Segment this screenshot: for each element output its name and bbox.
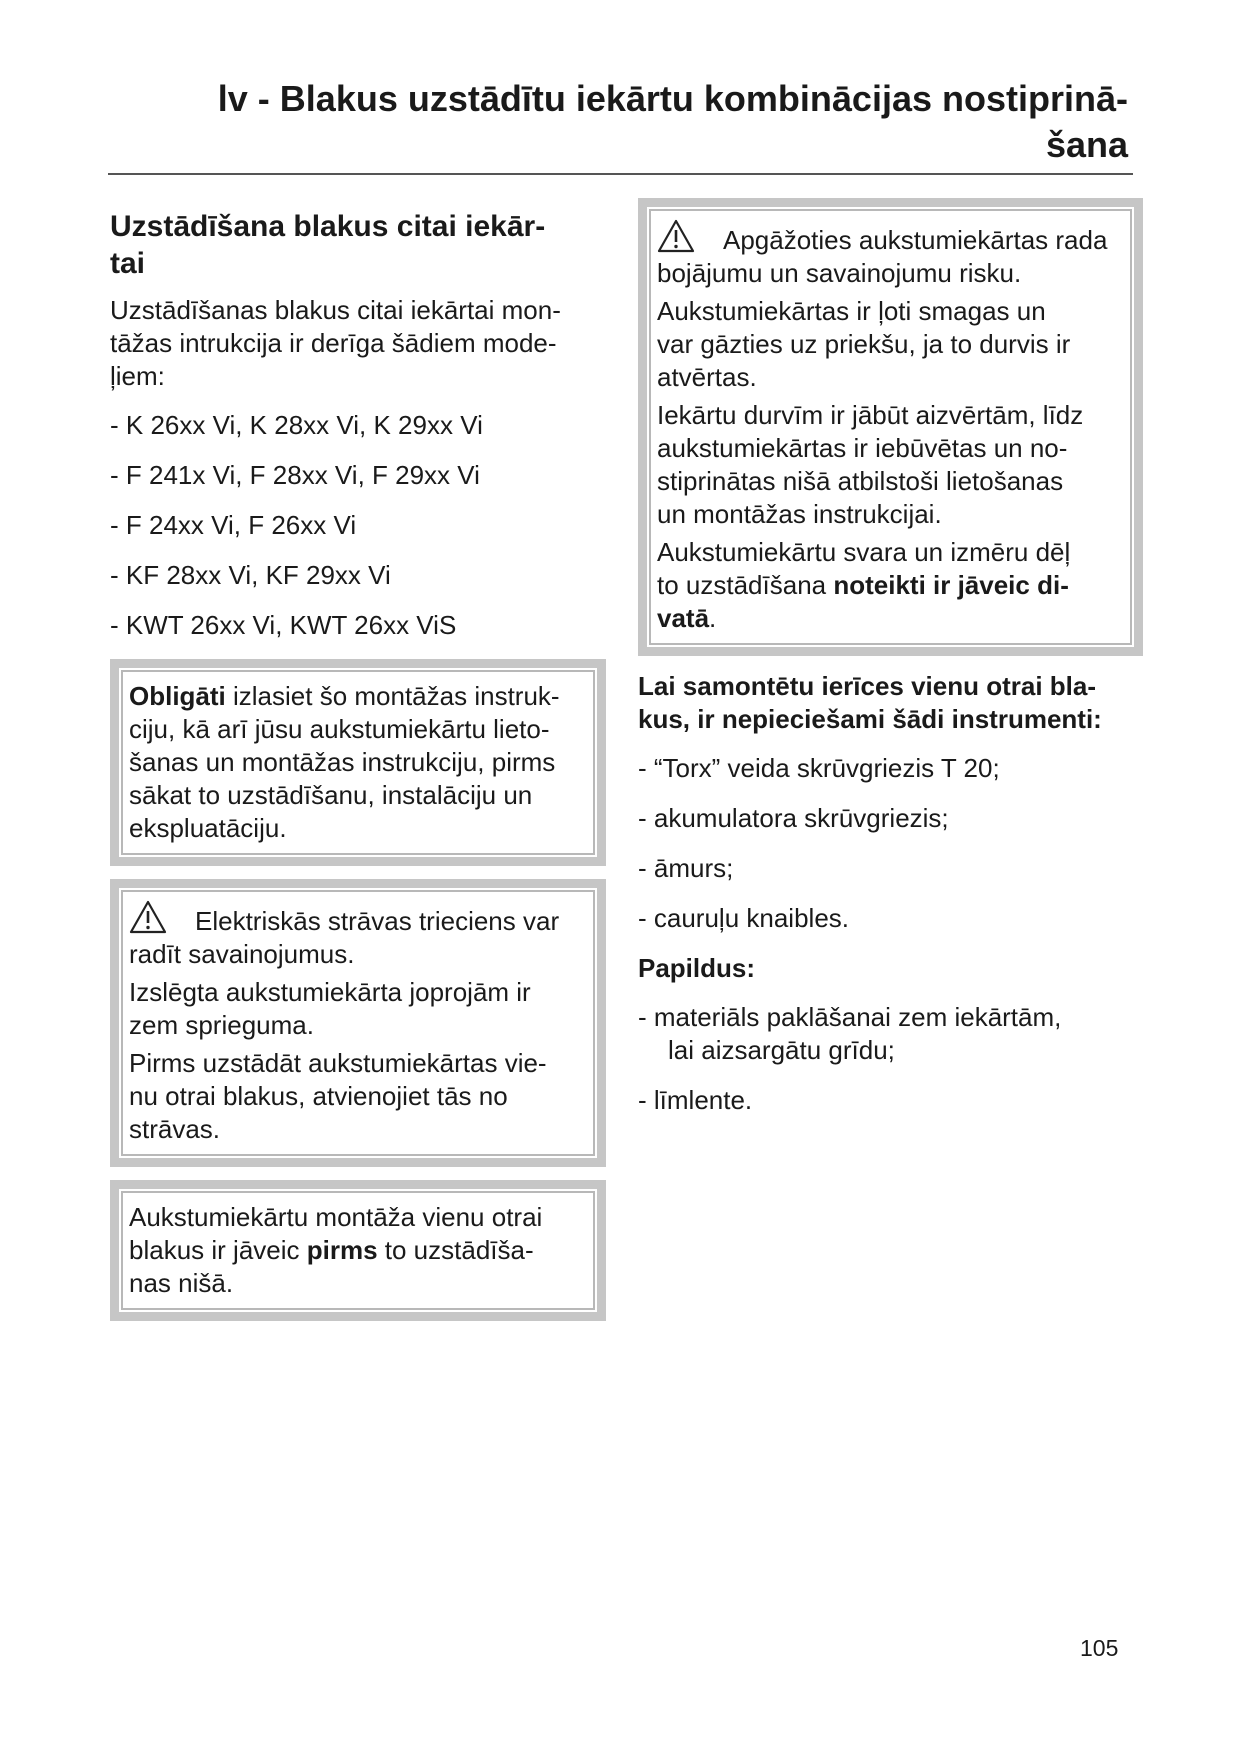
header-divider xyxy=(108,173,1133,175)
warning-icon xyxy=(657,219,695,253)
intro-text: Uzstādīšanas blakus citai iekārtai mon- tāžas intrukcija ir derīga šādiem mode- ļiem: xyxy=(110,295,561,391)
extra-list xyxy=(638,1001,1143,1117)
read-instructions-box: Obligāti izlasiet šo montāžas instruk- ciju, kā arī jūsu aukstumiekārtu lieto- šanas un montāžas instrukciju, pirms sākat to uzstādīšanu, instalāciju un ekspluatāciju. xyxy=(110,659,606,866)
tools-heading: Lai samontētu ierīces vienu otrai bla- kus, ir nepieciešami šādi instrumenti: xyxy=(638,671,1102,734)
right-column xyxy=(638,198,1143,1134)
warning-icon xyxy=(129,900,167,934)
list-item: - KF 28xx Vi, KF 29xx Vi xyxy=(110,560,391,590)
list-item: - akumulatora skrūvgriezis; xyxy=(638,803,949,833)
section-heading: Uzstādīšana blakus citai iekār- tai xyxy=(110,210,546,280)
list-item: - F 241x Vi, F 28xx Vi, F 29xx Vi xyxy=(110,460,480,490)
tools-list xyxy=(638,752,1143,935)
list-item: - materiāls paklāšanai zem iekārtām, lai aizsargātu grīdu; xyxy=(638,1002,1062,1065)
list-item: - cauruļu knaibles. xyxy=(638,903,849,933)
page-number: 105 xyxy=(1080,1635,1119,1661)
list-item: - F 24xx Vi, F 26xx Vi xyxy=(110,510,357,540)
electric-warning-box: Elektriskās strāvas trieciens var radīt savainojumus. Izslēgta aukstumiekārta joprojām ir zem sprieguma. Pirms uzstādāt aukstumiekārtas vie- nu otrai blakus, atvienojiet tās no strāvas. xyxy=(110,879,606,1167)
extra-heading: Papildus: xyxy=(638,953,756,983)
tipping-warning-box: Apgāžoties aukstumiekārtas rada bojājumu un savainojumu risku. Aukstumiekārtas ir ļoti smagas un var gāzties uz priekšu, ja to durvis ir atvērtas. Iekārtu durvīm ir jābūt aizvērtām, līdz aukstumiekārtas ir iebūvētas un no- stiprinātas nišā atbilstoši lietošanas un montāžas instrukcijai. Aukstumiekārtu svara un izmēru dēļ to uzstādīšana noteikti ir jāveic di- vatā. xyxy=(638,198,1143,656)
list-item: - līmlente. xyxy=(638,1085,753,1115)
left-column xyxy=(110,198,606,1321)
list-item: - “Torx” veida skrūvgriezis T 20; xyxy=(638,753,1000,783)
model-list xyxy=(110,409,606,642)
list-item: - āmurs; xyxy=(638,853,734,883)
page-title: lv - Blakus uzstādītu iekārtu kombinācijas nostiprinā- šana xyxy=(217,78,1128,165)
list-item: - KWT 26xx Vi, KWT 26xx ViS xyxy=(110,610,457,640)
mounting-order-box: Aukstumiekārtu montāža vienu otrai blakus ir jāveic pirms to uzstādīša- nas nišā. xyxy=(110,1180,606,1321)
list-item: - K 26xx Vi, K 28xx Vi, K 29xx Vi xyxy=(110,410,483,440)
